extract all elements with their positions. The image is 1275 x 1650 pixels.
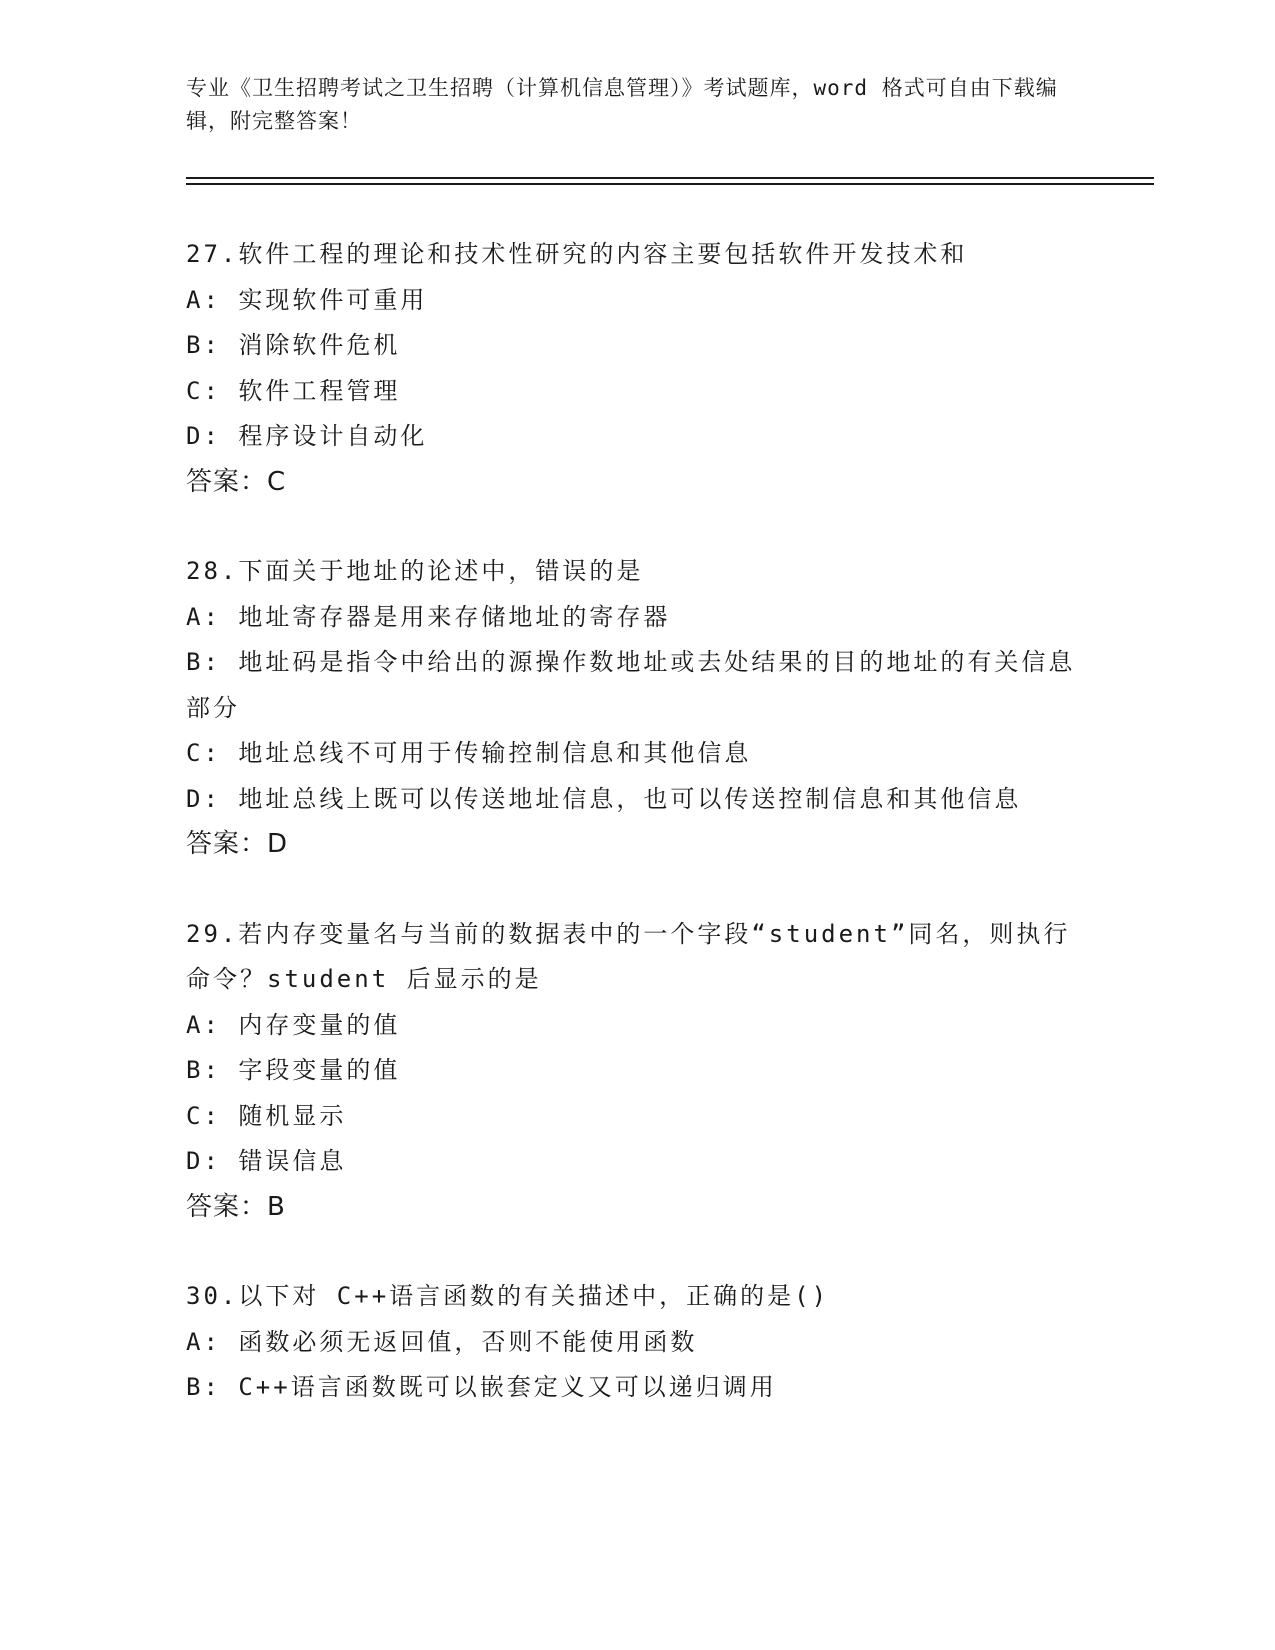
question-stem: 29.若内存变量名与当前的数据表中的一个字段“student”同名，则执行命令？student 后显示的是	[186, 919, 1071, 993]
question-29	[186, 912, 1086, 1231]
question-list	[186, 232, 1086, 1455]
option-d: D: 程序设计自动化	[186, 422, 428, 450]
question-stem: 28.下面关于地址的论述中，错误的是	[186, 557, 644, 585]
question-27	[186, 232, 1086, 505]
question-30	[186, 1274, 1086, 1411]
option-b: B: 消除软件危机	[186, 331, 401, 359]
option-c: C: 地址总线不可用于传输控制信息和其他信息	[186, 739, 752, 767]
option-c: C: 软件工程管理	[186, 376, 401, 405]
option-a: A: 内存变量的值	[186, 1010, 401, 1039]
answer-label: 答案：D	[186, 829, 289, 859]
question-stem: 30.以下对 C++语言函数的有关描述中，正确的是()	[186, 1282, 830, 1310]
question-28	[186, 549, 1086, 868]
document-header: 专业《卫生招聘考试之卫生招聘（计算机信息管理）》考试题库，word 格式可自由下载编辑，附完整答案！	[186, 76, 1058, 133]
answer-label: 答案：B	[186, 1191, 286, 1222]
header-rule-top	[186, 177, 1154, 179]
question-stem: 27.软件工程的理论和技术性研究的内容主要包括软件开发技术和	[186, 240, 968, 268]
option-b: B: 地址码是指令中给出的源操作数地址或去处结果的目的地址的有关信息部分	[186, 648, 1076, 722]
option-a: A: 实现软件可重用	[186, 285, 428, 314]
answer-label: 答案：C	[186, 466, 287, 497]
option-b: B: 字段变量的值	[186, 1056, 401, 1084]
header-rule-bottom	[186, 183, 1154, 185]
option-d: D: 地址总线上既可以传送地址信息，也可以传送控制信息和其他信息	[186, 784, 1022, 813]
option-b: B: C++语言函数既可以嵌套定义又可以递归调用	[186, 1373, 777, 1401]
option-c: C: 随机显示	[186, 1101, 347, 1130]
option-a: A: 地址寄存器是用来存储地址的寄存器	[186, 602, 671, 631]
option-d: D: 错误信息	[186, 1147, 347, 1175]
option-a: A: 函数必须无返回值，否则不能使用函数	[186, 1327, 698, 1356]
